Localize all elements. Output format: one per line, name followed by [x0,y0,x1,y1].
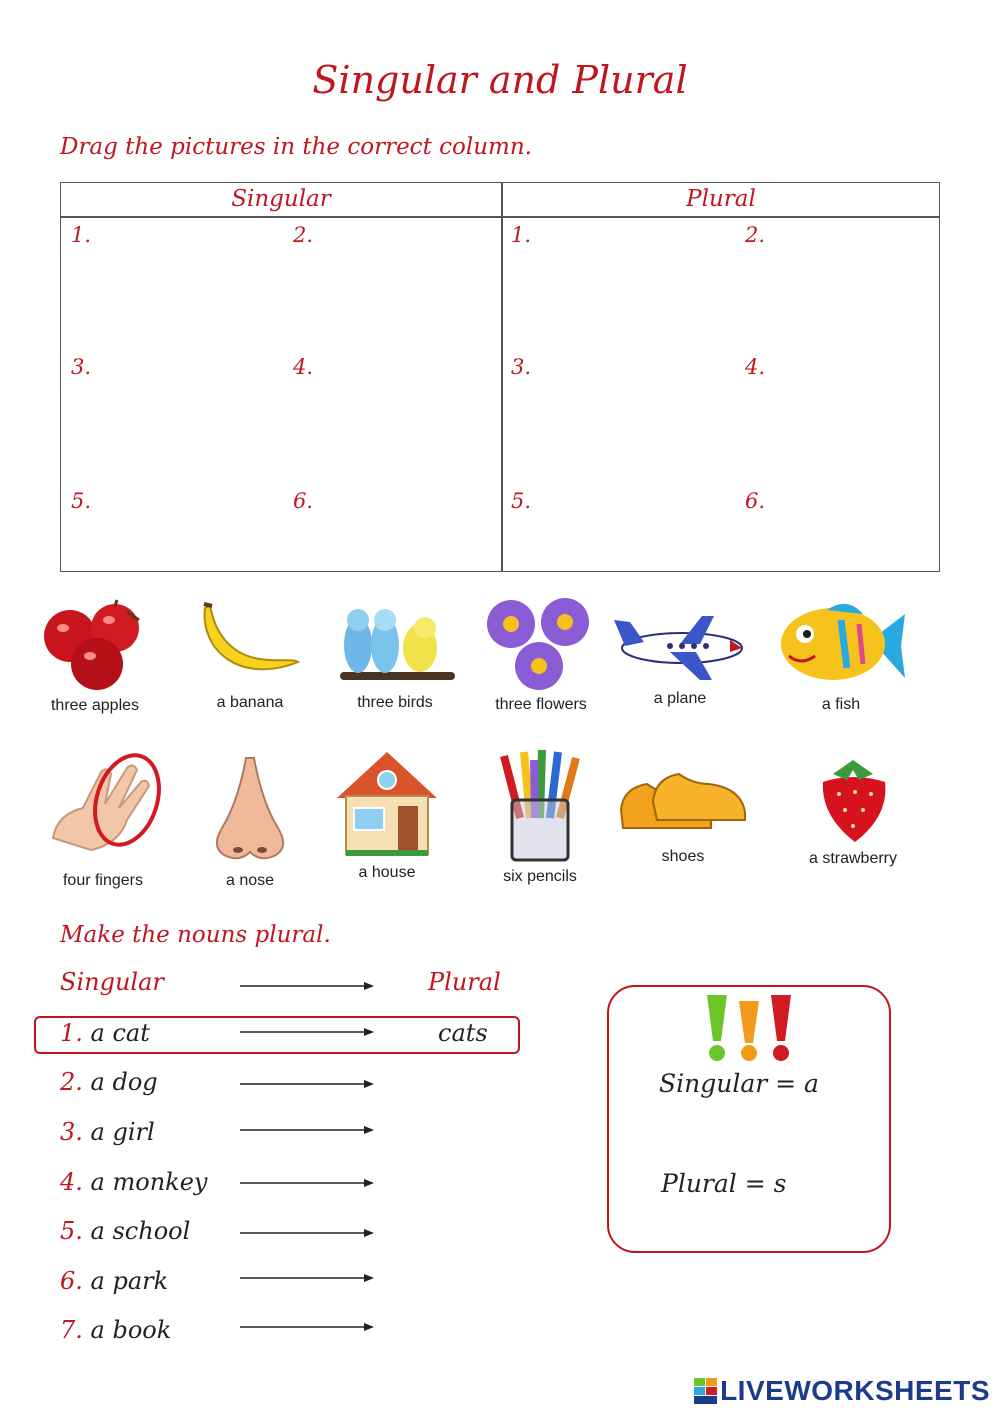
picture-caption: three apples [50,697,140,714]
exclamation-icon [701,991,801,1063]
picture-card-banana[interactable] [175,600,325,712]
picture-card-birds[interactable] [320,600,470,712]
noun-row-3: 3. a girl [60,1118,155,1146]
picture-card-pencils[interactable] [465,748,615,886]
picture-caption: six pencils [503,868,577,885]
plural-drop-slot[interactable]: 5. [511,489,532,513]
fish-icon [771,596,911,692]
picture-card-plane[interactable] [605,606,755,708]
plural-drop-slot[interactable]: 1. [511,223,532,247]
nose-icon [200,752,300,868]
page-title: Singular and Plural [312,58,688,102]
plural-column-header: Plural [686,186,756,212]
picture-caption: a fish [821,696,861,713]
picture-caption: a banana [216,694,284,711]
shoes-icon [613,758,753,844]
noun-row-5: 5. a school [60,1217,191,1245]
arrow-icon [240,1124,376,1136]
picture-card-house[interactable] [312,746,462,882]
singular-column-header: Singular [231,186,331,212]
plural-drop-slot[interactable]: 3. [511,355,532,379]
arrow-icon [240,1272,376,1284]
rule-note-box [607,985,891,1253]
house-icon [332,746,442,860]
banana-icon [190,600,310,690]
hand-icon [43,748,163,868]
plural-answer-input[interactable] [420,1170,520,1200]
picture-caption: a nose [225,872,275,889]
plural-answer-input[interactable] [420,1070,520,1100]
singular-drop-slot[interactable]: 1. [71,223,92,247]
noun-row-7: 7. a book [60,1316,172,1344]
plural-answer-input[interactable] [420,1120,520,1150]
picture-card-flowers[interactable] [466,596,616,714]
noun-row-1: 1. a cat [60,1019,150,1047]
arrow-icon [240,1321,376,1333]
picture-card-nose[interactable] [175,752,325,890]
plural-answer-input[interactable] [420,1318,520,1348]
plane-icon [610,606,750,686]
apples-icon [35,598,155,693]
liveworksheets-logo-icon [694,1378,718,1404]
picture-caption: three flowers [495,696,587,713]
singular-drop-slot[interactable]: 4. [293,355,314,379]
picture-card-strawberry[interactable] [778,756,928,868]
picture-card-fish[interactable] [766,596,916,714]
plural-drop-slot[interactable]: 4. [745,355,766,379]
rule-plural: Plural = s [661,1169,787,1198]
brand-name: LIVEWORKSHEETS [720,1375,990,1406]
instruction-drag: Drag the pictures in the correct column. [60,134,532,160]
arrow-icon [240,1026,376,1038]
picture-card-apples[interactable] [20,598,170,715]
strawberry-icon [803,756,903,846]
picture-card-shoes[interactable] [608,758,758,866]
exercise-plural-header: Plural [428,968,501,996]
picture-caption: shoes [661,848,705,865]
singular-drop-slot[interactable]: 6. [293,489,314,513]
noun-row-2: 2. a dog [60,1068,158,1096]
picture-caption: four fingers [62,872,144,889]
exercise-singular-header: Singular [60,968,164,996]
arrow-icon [240,1177,376,1189]
picture-caption: three birds [357,694,433,711]
singular-drop-slot[interactable]: 5. [71,489,92,513]
picture-caption: a house [358,864,416,881]
birds-icon [330,600,460,690]
arrow-icon [240,980,376,992]
noun-row-4: 4. a monkey [60,1168,208,1196]
sort-table [60,182,940,572]
rule-singular: Singular = a [659,1069,819,1098]
example-answer: cats [438,1019,488,1047]
singular-drop-slot[interactable]: 3. [71,355,92,379]
flowers-icon [481,596,601,692]
plural-drop-slot[interactable]: 6. [745,489,766,513]
plural-answer-input[interactable] [420,1219,520,1249]
plural-drop-slot[interactable]: 2. [745,223,766,247]
arrow-icon [240,1227,376,1239]
plural-answer-input[interactable] [420,1268,520,1298]
picture-card-fingers[interactable] [28,748,178,890]
picture-caption: a strawberry [808,850,898,867]
picture-caption: a plane [653,690,707,707]
instruction-make-plural: Make the nouns plural. [60,922,331,948]
arrow-icon [240,1078,376,1090]
pencils-icon [490,748,590,864]
brand-logo [694,1375,990,1407]
noun-row-6: 6. a park [60,1267,169,1295]
singular-drop-slot[interactable]: 2. [293,223,314,247]
